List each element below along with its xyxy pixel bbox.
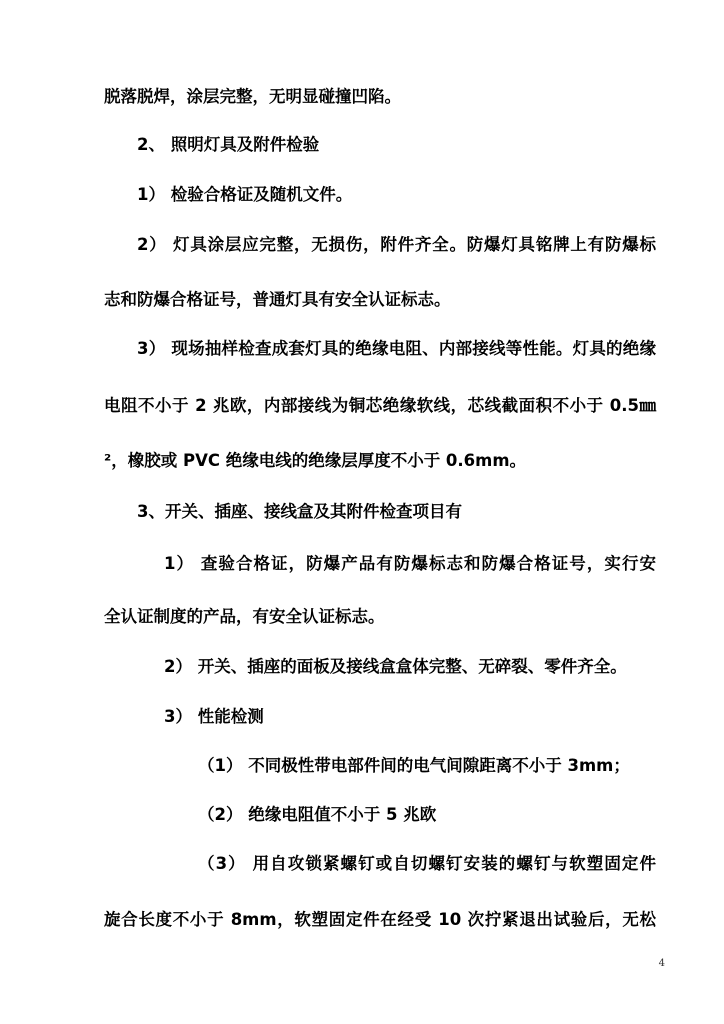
text-line-content: 电阻不小于 2 兆欧，内部接线为铜芯绝缘软线，芯线截面积不小于 0.5㎜: [104, 396, 656, 415]
list-item: [0, 180, 724, 210]
list-item-text: 2） 灯具涂层应完整，无损伤，附件齐全。防爆灯具铭牌上有防爆标: [137, 235, 656, 254]
list-item-text: 2） 开关、插座的面板及接线盒盒体完整、无碎裂、零件齐全。: [164, 657, 627, 676]
section-heading-text: 2、 照明灯具及附件检验: [137, 135, 320, 154]
sub-list-item-text: （2） 绝缘电阻值不小于 5 兆欧: [198, 805, 437, 824]
list-item: [0, 334, 724, 364]
list-item-text: 1） 检验合格证及随机文件。: [137, 185, 353, 204]
text-line: [0, 391, 724, 421]
section-heading: [0, 497, 724, 527]
text-line: [0, 905, 724, 935]
text-line-content: 脱落脱焊，涂层完整，无明显碰撞凹陷。: [104, 87, 401, 106]
list-item: [0, 652, 724, 682]
sub-list-item-text: （1） 不同极性带电部件间的电气间隙距离不小于 3mm；: [198, 756, 630, 775]
list-item: [0, 230, 724, 260]
sub-list-item: [0, 849, 724, 879]
list-item-text: 3） 性能检测: [164, 707, 264, 726]
text-line: [0, 602, 724, 632]
page-number: 4: [658, 958, 665, 969]
section-heading: [0, 130, 724, 160]
section-heading-text: 3、开关、插座、接线盒及其附件检查项目有: [137, 502, 462, 521]
text-line-content: 旋合长度不小于 8mm，软塑固定件在经受 10 次拧紧退出试验后，无松: [104, 910, 656, 929]
text-line-content: ²，橡胶或 PVC 绝缘电线的绝缘层厚度不小于 0.6mm。: [104, 451, 527, 470]
list-item-text: 1） 查验合格证，防爆产品有防爆标志和防爆合格证号，实行安: [164, 554, 656, 573]
text-line: [0, 82, 724, 112]
text-line-content: 全认证制度的产品，有安全认证标志。: [104, 607, 385, 626]
list-item-text: 3） 现场抽样检查成套灯具的绝缘电阻、内部接线等性能。灯具的绝缘: [137, 339, 656, 358]
text-line: [0, 285, 724, 315]
list-item: [0, 549, 724, 579]
text-line-content: 志和防爆合格证号，普通灯具有安全认证标志。: [104, 290, 451, 309]
text-line: [0, 446, 724, 476]
sub-list-item: [0, 751, 724, 781]
list-item: [0, 702, 724, 732]
sub-list-item-text: （3） 用自攻锁紧螺钉或自切螺钉安装的螺钉与软塑固定件: [198, 854, 656, 873]
sub-list-item: [0, 800, 724, 830]
